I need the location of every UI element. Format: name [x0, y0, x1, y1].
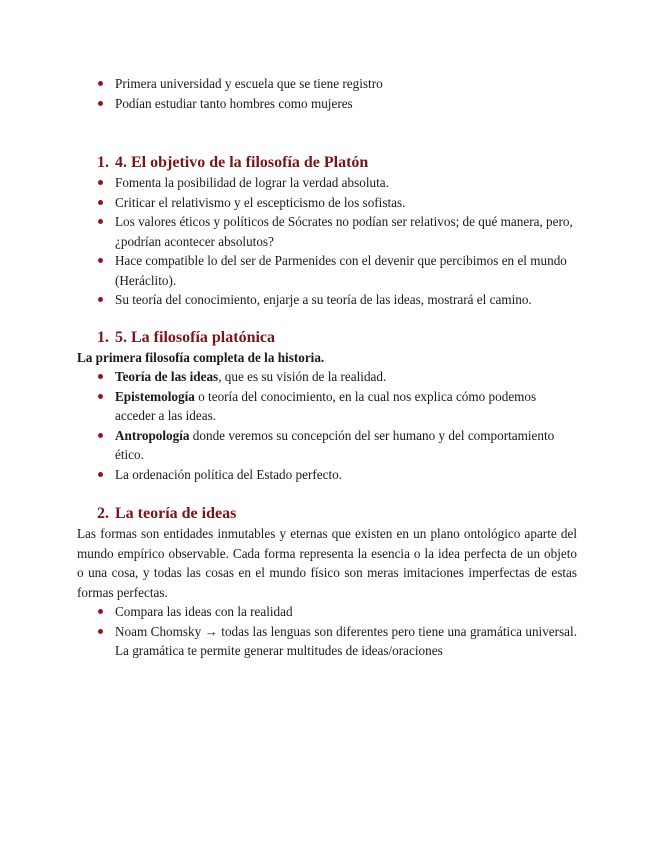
bullet-icon — [98, 219, 103, 224]
list-item: Hace compatible lo del ser de Parmenides con el devenir que percibimos en el mundo (Heráclito). — [77, 251, 577, 290]
list-item: Podían estudiar tanto hombres como mujeres — [77, 94, 577, 114]
list-item: Criticar el relativismo y el escepticismo de los sofistas. — [77, 193, 577, 213]
section-heading-filosofia: 1. 5. La filosofía platónica — [97, 328, 276, 346]
bullet-icon — [98, 258, 103, 263]
bullet-icon — [98, 81, 103, 86]
section-paragraph: Las formas son entidades inmutables y eternas que existen en un plano ontológico aparte del mundo empírico observable. Cada forma representa la esencia o la idea perfecta de un objeto o una cosa, y todas las cosas en el mundo físico son meras imitaciones imperfectas de estas formas perfectas. — [77, 526, 577, 600]
list-item: La ordenación política del Estado perfecto. — [77, 465, 577, 485]
list-item: Su teoría del conocimiento, enjarje a su teoría de las ideas, mostrará el camino. — [77, 290, 577, 310]
document-page — [77, 74, 577, 661]
list-item: Noam Chomsky → todas las lenguas son diferentes pero tiene una gramática universal. La gramática te permite generar multitudes de ideas/oraciones — [77, 622, 577, 661]
bullet-icon — [98, 101, 103, 106]
filosofia-list — [77, 367, 577, 484]
list-item: Epistemología o teoría del conocimiento, en la cual nos explica cómo podemos acceder a las ideas. — [77, 387, 577, 426]
section-heading-ideas: 2. La teoría de ideas — [97, 505, 237, 522]
bullet-icon — [98, 374, 103, 379]
bullet-icon — [98, 394, 103, 399]
list-item: Primera universidad y escuela que se tiene registro — [77, 74, 577, 94]
bullet-icon — [98, 433, 103, 438]
section-heading-objetivo: 1. 4. El objetivo de la filosofía de Platón — [97, 154, 369, 171]
bullet-icon — [98, 472, 103, 477]
bullet-icon — [98, 609, 103, 614]
bullet-icon — [98, 629, 103, 634]
top-list — [77, 74, 577, 113]
ideas-list — [77, 602, 577, 661]
list-item: Antropología donde veremos su concepción del ser humano y del comportamiento ético. — [77, 426, 577, 465]
list-item: Los valores éticos y políticos de Sócrates no podían ser relativos; de qué manera, pero, ¿podrían acontecer absolutos? — [77, 212, 577, 251]
list-item: Compara las ideas con la realidad — [77, 602, 577, 622]
list-item: Teoría de las ideas, que es su visión de la realidad. — [77, 367, 577, 387]
bullet-icon — [98, 200, 103, 205]
section-intro: La primera filosofía completa de la historia. — [77, 349, 325, 365]
objetivo-list — [77, 173, 577, 310]
list-item: Fomenta la posibilidad de lograr la verdad absoluta. — [77, 173, 577, 193]
bullet-icon — [98, 297, 103, 302]
bullet-icon — [98, 180, 103, 185]
